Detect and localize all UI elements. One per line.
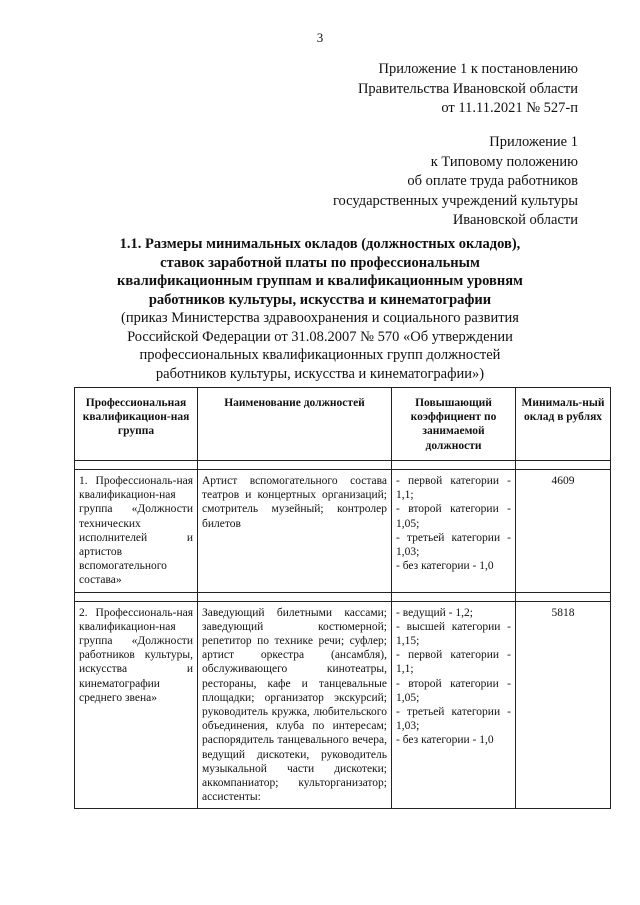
- table-header-row: [75, 388, 611, 461]
- title-bold-line: 1.1. Размеры минимальных окладов (должностных окладов),: [119, 236, 521, 252]
- group-cell: 2. Профессиональ-ная квалификацион-ная группа «Должности работников культуры, искусства и кинематографии среднего звена»: [75, 601, 198, 809]
- coefficient-line: - первой категории - 1,1;: [396, 475, 511, 502]
- coefficient-line: - второй категории - 1,05;: [396, 677, 511, 704]
- header-positions: Наименование должностей: [198, 388, 392, 461]
- table-row: [75, 601, 611, 809]
- coefficient-line: - ведущий - 1,2;: [396, 606, 473, 619]
- coefficient-line: - третьей категории - 1,03;: [396, 531, 511, 559]
- coefficients-cell: [392, 470, 516, 593]
- title-bold-line: ставок заработной платы по профессиональным: [160, 254, 480, 271]
- annex-header-top: [358, 60, 578, 119]
- title-bold-line: квалификационным группам и квалификационным уровням: [117, 273, 523, 289]
- title-regular-line: работников культуры, искусства и кинематографии»): [155, 365, 485, 382]
- title-regular-line: профессиональных квалификационных групп должностей: [139, 347, 501, 363]
- annex-top-line: Правительства Ивановской области: [357, 80, 578, 97]
- page-number: 3: [316, 30, 324, 45]
- coefficient-line: - третьей категории - 1,03;: [396, 706, 511, 733]
- header-group: Профессиональная квалификацион-ная группа: [75, 388, 198, 461]
- table-gap: [75, 592, 611, 601]
- table-row: [75, 470, 611, 593]
- salary-cell: 5818: [516, 601, 611, 809]
- annex-second-line: Приложение 1: [489, 134, 578, 150]
- title-bold-line: работников культуры, искусства и кинематографии: [148, 291, 492, 308]
- annex-second-line: об оплате труда работников: [407, 173, 578, 189]
- title-regular-line: (приказ Министерства здравоохранения и социального развития: [121, 310, 519, 326]
- table-gap: [75, 461, 611, 470]
- positions-cell: Заведующий билетными кассами; заведующий костюмерной; репетитор по технике речи; суфлер; артист оркестра (ансамбля), обслуживающего кинотеатры, рестораны, кафе и танцевальные площадки; организатор экскурсий; руководитель кружка, любительского объединения, клуба по интересам; распорядитель танцевального вечера, ведущий дискотеки, руководитель музыкальной части дискотеки; аккомпаниатор; культорганизатор; ассистенты:: [198, 601, 392, 809]
- positions-cell: Артист вспомогательного состава театров и концертных организаций; смотритель музейный; контролер билетов: [198, 470, 392, 593]
- annex-top-line: Приложение 1 к постановлению: [378, 61, 578, 77]
- annex-second-line: к Типовому положению: [430, 153, 578, 170]
- coefficients-cell: [392, 601, 516, 809]
- coefficient-line: - без категории - 1,0: [396, 560, 494, 573]
- group-cell: 1. Профессиональ-ная квалификацион-ная группа «Должности технических исполнителей и артистов вспомогательного состава»: [75, 470, 198, 593]
- coefficient-line: - высшей категории - 1,15;: [396, 620, 511, 648]
- salary-cell: 4609: [516, 470, 611, 593]
- coefficient-line: - без категории - 1,0: [396, 734, 494, 747]
- annex-second-line: государственных учреждений культуры: [332, 192, 578, 209]
- annex-top-line: от 11.11.2021 № 527-п: [441, 100, 578, 116]
- header-coefficient: Повышающий коэффициент по занимаемой должности: [392, 388, 516, 461]
- document-title: [95, 235, 545, 383]
- coefficient-line: - второй категории - 1,05;: [396, 503, 511, 530]
- title-regular-line: Российской Федерации от 31.08.2007 № 570 «Об утверждении: [127, 328, 513, 345]
- annex-second-line: Ивановской области: [452, 212, 578, 228]
- annex-header-second: [333, 133, 578, 231]
- header-salary: Минималь-ный оклад в рублях: [516, 388, 611, 461]
- salary-table: [74, 387, 611, 809]
- coefficient-line: - первой категории - 1,1;: [396, 649, 511, 676]
